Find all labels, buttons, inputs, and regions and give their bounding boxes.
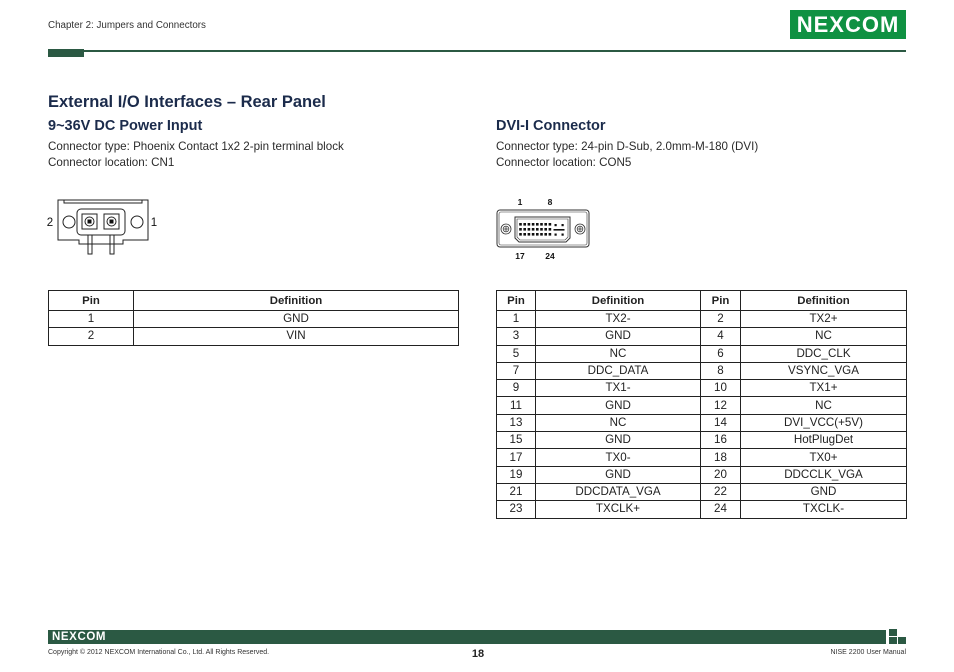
dvi-pin-table: [496, 290, 907, 519]
pin-cell: 22: [701, 483, 741, 500]
dvi-pin: [536, 223, 539, 226]
definition-cell: GND: [536, 397, 701, 414]
power-connector-type: Connector type: Phoenix Contact 1x2 2-pin terminal block: [48, 140, 344, 153]
dvi-pin: [532, 228, 535, 231]
dvi-heading: DVI-I Connector: [496, 118, 606, 134]
pin-cell: 24: [701, 501, 741, 518]
definition-cell: VIN: [134, 328, 459, 345]
pin-cell: 20: [701, 466, 741, 483]
screw-hole: [575, 224, 585, 234]
footer-pixel-decoration: [898, 637, 906, 644]
pin-cell: 18: [701, 449, 741, 466]
dvi-pin: [528, 228, 531, 231]
definition-cell: TX0-: [536, 449, 701, 466]
dvi-pin: [540, 233, 543, 236]
pin-cell: 13: [497, 414, 536, 431]
definition-cell: NC: [536, 414, 701, 431]
dvi-pin: [536, 233, 539, 236]
table-row: [497, 362, 907, 379]
dvi-pin-grid: [519, 223, 551, 236]
pin-cell: 21: [497, 483, 536, 500]
dvi-pin: [519, 228, 522, 231]
definition-header: Definition: [741, 291, 907, 311]
definition-cell: TX0+: [741, 449, 907, 466]
pin-cell: 4: [701, 328, 741, 345]
table-row: [497, 466, 907, 483]
definition-cell: TXCLK-: [741, 501, 907, 518]
definition-cell: HotPlugDet: [741, 432, 907, 449]
dvi-pin: [523, 223, 526, 226]
footer-pixel-decoration: [889, 629, 897, 636]
pin-header: Pin: [701, 291, 741, 311]
pin-cell: 19: [497, 466, 536, 483]
table-row: [497, 345, 907, 362]
definition-cell: GND: [741, 483, 907, 500]
footer-pixel-decoration: [889, 637, 897, 644]
dvi-pin: [519, 233, 522, 236]
table-header-row: [497, 291, 907, 311]
dvi-pin: [549, 228, 552, 231]
screw-hole: [501, 224, 511, 234]
screw-hole: [63, 216, 75, 228]
table-row: [497, 501, 907, 518]
pin-cell: 6: [701, 345, 741, 362]
definition-cell: DDCDATA_VGA: [536, 483, 701, 500]
definition-cell: DVI_VCC(+5V): [741, 414, 907, 431]
dvi-pin: [532, 223, 535, 226]
pin-cell: 5: [497, 345, 536, 362]
pin-cell: 2: [701, 311, 741, 328]
table-row: [497, 380, 907, 397]
pin-label-17: 17: [515, 251, 525, 261]
dvi-pin: [549, 233, 552, 236]
definition-cell: TXCLK+: [536, 501, 701, 518]
pin-cell: 3: [497, 328, 536, 345]
pin-label-left: 2: [46, 217, 54, 229]
dvi-pin: [544, 233, 547, 236]
pin-cell: 11: [497, 397, 536, 414]
definition-cell: GND: [536, 466, 701, 483]
pin-cell: 17: [497, 449, 536, 466]
definition-cell: DDCCLK_VGA: [741, 466, 907, 483]
dvi-pin: [536, 228, 539, 231]
pin-header: Pin: [49, 291, 134, 311]
pin-cell: 9: [497, 380, 536, 397]
manual-title: NISE 2200 User Manual: [830, 649, 906, 656]
nexcom-logo: NEXCOM: [790, 10, 906, 39]
pin-cell: 2: [49, 328, 134, 345]
pin-cell: 23: [497, 501, 536, 518]
terminal-housing: [77, 209, 125, 235]
definition-header: Definition: [536, 291, 701, 311]
definition-cell: GND: [134, 311, 459, 328]
definition-header: Definition: [134, 291, 459, 311]
pin-cell: 1: [497, 311, 536, 328]
pin-cell: 10: [701, 380, 741, 397]
header-rule: [48, 50, 906, 52]
table-row: [497, 449, 907, 466]
dvi-pin: [549, 223, 552, 226]
pin-label-24: 24: [545, 251, 555, 261]
power-connector-diagram: [44, 195, 159, 259]
pin-cell: 8: [701, 362, 741, 379]
dvi-pin: [528, 223, 531, 226]
definition-cell: TX2-: [536, 311, 701, 328]
dvi-pin: [544, 223, 547, 226]
terminal-block-body: [58, 200, 148, 244]
dvi-pin: [540, 228, 543, 231]
table-row: [497, 432, 907, 449]
dvi-pin: [519, 223, 522, 226]
copyright-notice: Copyright © 2012 NEXCOM International Co., Ltd. All Rights Reserved.: [48, 649, 270, 656]
footer-nexcom-logo: NEXCOM: [52, 631, 107, 643]
definition-cell: VSYNC_VGA: [741, 362, 907, 379]
pin-cell: 14: [701, 414, 741, 431]
chapter-title: Chapter 2: Jumpers and Connectors: [48, 20, 206, 31]
definition-cell: GND: [536, 328, 701, 345]
pin-cell: 12: [701, 397, 741, 414]
definition-cell: NC: [536, 345, 701, 362]
definition-cell: NC: [741, 397, 907, 414]
table-header-row: [49, 291, 459, 311]
definition-cell: TX1-: [536, 380, 701, 397]
power-pin-table: [48, 290, 459, 346]
table-row: [497, 311, 907, 328]
pin-label-right: 1: [150, 217, 158, 229]
dvi-pin: [544, 228, 547, 231]
definition-cell: TX1+: [741, 380, 907, 397]
page-title: External I/O Interfaces – Rear Panel: [48, 93, 326, 111]
pin-label-1: 1: [517, 197, 523, 207]
table-row: [497, 397, 907, 414]
terminal-pin-1: [82, 214, 97, 229]
definition-cell: DDC_DATA: [536, 362, 701, 379]
pin-cell: 1: [49, 311, 134, 328]
definition-cell: TX2+: [741, 311, 907, 328]
pin-cell: 7: [497, 362, 536, 379]
pin-cell: 16: [701, 432, 741, 449]
table-row: [49, 328, 459, 345]
dvi-pin: [523, 233, 526, 236]
page-number: 18: [471, 648, 485, 660]
screw-hole: [131, 216, 143, 228]
table-row: [497, 414, 907, 431]
dvi-pin: [532, 233, 535, 236]
dvi-pin: [523, 228, 526, 231]
power-input-heading: 9~36V DC Power Input: [48, 118, 203, 134]
dvi-pin: [528, 233, 531, 236]
definition-cell: DDC_CLK: [741, 345, 907, 362]
dvi-connector-type: Connector type: 24-pin D-Sub, 2.0mm-M-180 (DVI): [496, 140, 759, 153]
header-rule-accent: [48, 49, 84, 57]
footer-bar: [48, 630, 886, 644]
dvi-connector-location: Connector location: CON5: [496, 156, 632, 169]
table-row: [497, 328, 907, 345]
table-row: [49, 311, 459, 328]
definition-cell: GND: [536, 432, 701, 449]
dvi-pin: [540, 223, 543, 226]
definition-cell: NC: [741, 328, 907, 345]
terminal-pin-2: [104, 214, 119, 229]
dvi-analog-pins: [554, 224, 565, 236]
dvi-connector-diagram: [494, 195, 594, 261]
pin-cell: 15: [497, 432, 536, 449]
pin-header: Pin: [497, 291, 536, 311]
table-row: [497, 483, 907, 500]
pin-label-8: 8: [547, 197, 553, 207]
power-connector-location: Connector location: CN1: [48, 156, 175, 169]
